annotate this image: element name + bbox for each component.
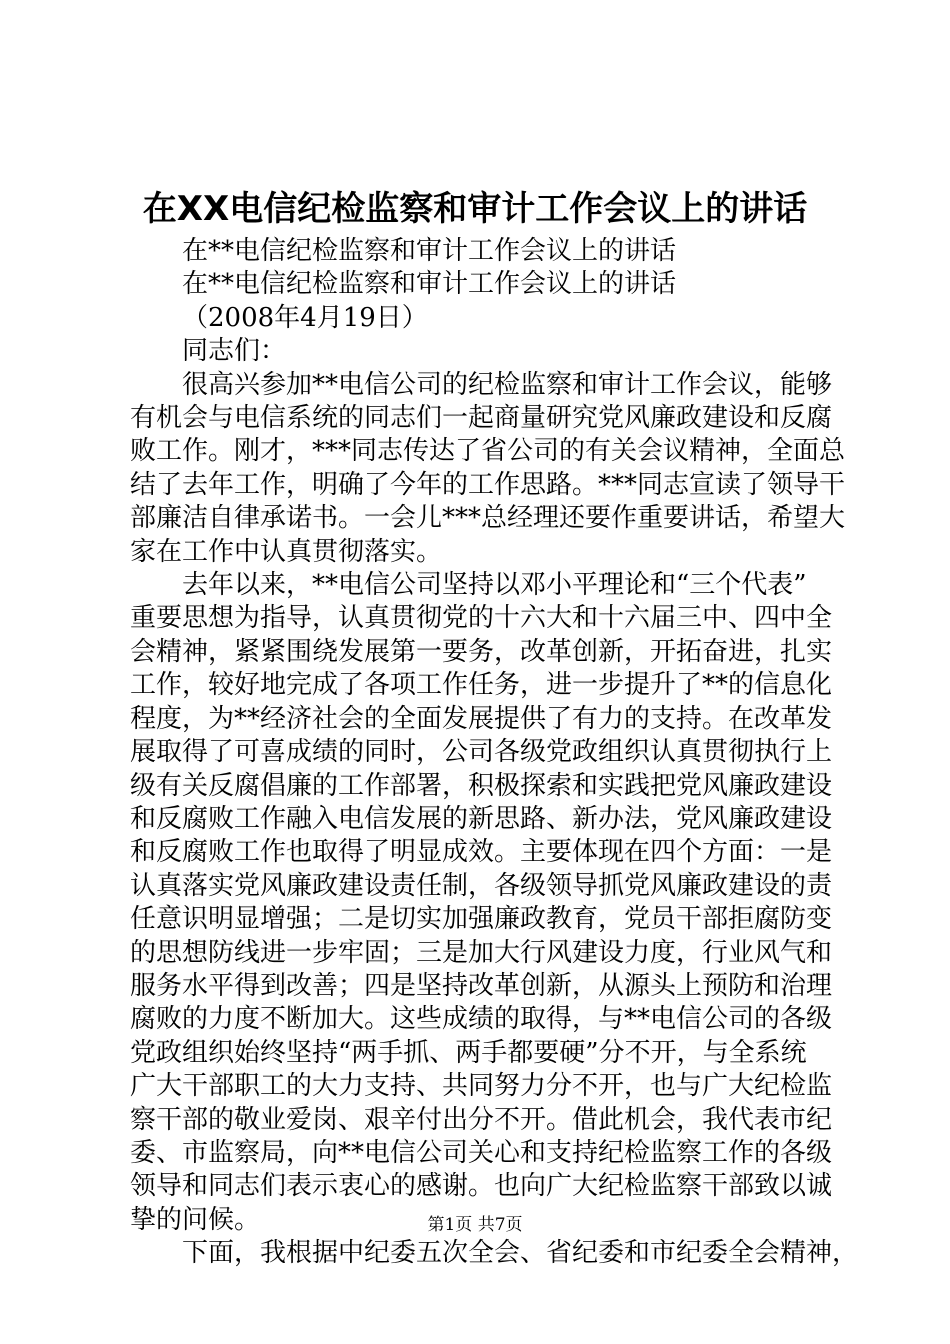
paragraph-line: 家在工作中认真贯彻落实。 bbox=[130, 536, 443, 567]
subtitle-line: 在**电信纪检监察和审计工作会议上的讲话 bbox=[182, 236, 677, 266]
paragraph-line: 的思想防线进一步牢固；三是加大行风建设力度，行业风气和 bbox=[130, 937, 833, 968]
paragraph-line: 委、市监察局，向**电信公司关心和支持纪检监察工作的各级 bbox=[130, 1137, 833, 1168]
paragraph-line: 党政组织始终坚持“两手抓、两手都要硬”分不开，与全系统 bbox=[130, 1037, 807, 1068]
document-title: 在XX电信纪检监察和审计工作会议上的讲话 bbox=[142, 189, 808, 229]
document-body bbox=[130, 235, 859, 1271]
paragraph-line: 重要思想为指导，认真贯彻党的十六大和十六届三中、四中全 bbox=[130, 603, 833, 634]
paragraph-line: 服务水平得到改善；四是坚持改革创新，从源头上预防和治理 bbox=[130, 970, 833, 1001]
paragraph-line: 很高兴参加**电信公司的纪检监察和审计工作会议，能够 bbox=[182, 369, 833, 400]
paragraph-line: 领导和同志们表示衷心的感谢。也向广大纪检监察干部致以诚 bbox=[130, 1171, 833, 1202]
paragraph-line: 有机会与电信系统的同志们一起商量研究党风廉政建设和反腐 bbox=[130, 403, 833, 434]
paragraph-line: 工作，较好地完成了各项工作任务，进一步提升了**的信息化 bbox=[130, 670, 833, 701]
date-line: （2008年4月19日） bbox=[182, 302, 428, 333]
paragraph-line: 和反腐败工作融入电信发展的新思路、新办法，党风廉政建设 bbox=[130, 803, 833, 834]
paragraph-line: 认真落实党风廉政建设责任制，各级领导抓党风廉政建设的责 bbox=[130, 870, 833, 901]
paragraph-line: 结了去年工作，明确了今年的工作思路。***同志宣读了领导干 bbox=[130, 469, 846, 500]
paragraph-line: 挚的问候。 bbox=[130, 1204, 261, 1235]
paragraph-line: 会精神，紧紧围绕发展第一要务，改革创新，开拓奋进，扎实 bbox=[130, 636, 833, 667]
paragraph-line: 败工作。刚才，***同志传达了省公司的有关会议精神，全面总 bbox=[130, 436, 846, 467]
paragraph-line: 去年以来，**电信公司坚持以邓小平理论和“三个代表” bbox=[182, 570, 807, 601]
paragraph-line: 腐败的力度不断加大。这些成绩的取得，与**电信公司的各级 bbox=[130, 1004, 833, 1035]
paragraph-line: 广大干部职工的大力支持、共同努力分不开，也与广大纪检监 bbox=[130, 1071, 833, 1102]
subtitle-line: 在**电信纪检监察和审计工作会议上的讲话 bbox=[182, 269, 677, 300]
paragraph-line: 下面，我根据中纪委五次全会、省纪委和市纪委全会精神， bbox=[182, 1238, 859, 1269]
paragraph-line: 任意识明显增强；二是切实加强廉政教育，党员干部拒腐防变 bbox=[130, 904, 833, 935]
paragraph-line: 级有关反腐倡廉的工作部署，积极探索和实践把党风廉政建设 bbox=[130, 770, 833, 801]
paragraph-line: 和反腐败工作也取得了明显成效。主要体现在四个方面：一是 bbox=[130, 837, 833, 868]
paragraph-line: 部廉洁自律承诺书。一会儿***总经理还要作重要讲话，希望大 bbox=[130, 503, 846, 534]
paragraph-line: 察干部的敬业爱岗、艰辛付出分不开。借此机会，我代表市纪 bbox=[130, 1104, 833, 1135]
paragraph-line: 展取得了可喜成绩的同时，公司各级党政组织认真贯彻执行上 bbox=[130, 737, 833, 768]
page-footer: 第1页 共7页 bbox=[427, 1215, 523, 1235]
salutation: 同志们： bbox=[182, 336, 287, 367]
paragraph-line: 程度，为**经济社会的全面发展提供了有力的支持。在改革发 bbox=[130, 703, 833, 734]
